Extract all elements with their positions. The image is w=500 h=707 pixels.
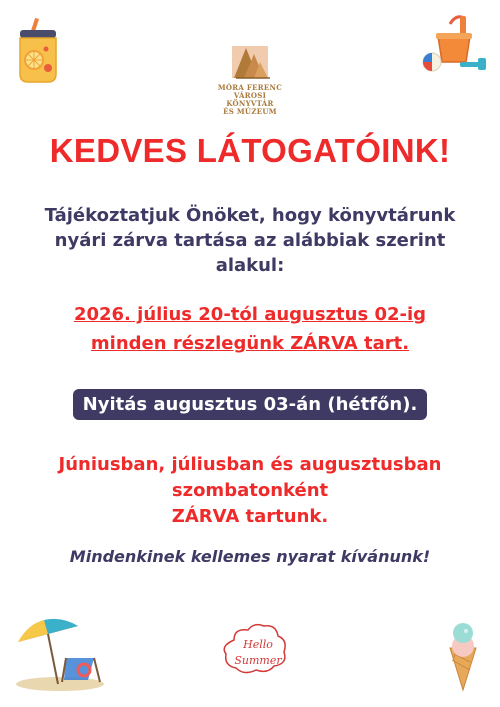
saturday-line1: Júniusban, júliusban és augusztusban xyxy=(58,454,442,475)
summer-text: Summer xyxy=(234,654,282,667)
beach-umbrella-icon xyxy=(14,608,106,692)
library-logo-icon xyxy=(228,40,272,84)
saturday-line3: ZÁRVA tartunk. xyxy=(171,506,329,527)
closure-line2: minden részlegünk ZÁRVA tart. xyxy=(90,333,410,354)
logo-text-line2: VÁROSI KÖNYVTÁR xyxy=(226,91,274,108)
saturday-line2: szombatonként xyxy=(171,480,329,501)
intro-line1: Tájékoztatjuk Önöket, hogy könyvtárunk xyxy=(44,205,456,226)
headline: KEDVES LÁTOGATÓINK! xyxy=(49,132,451,169)
library-logo xyxy=(210,40,290,130)
ice-cream-icon xyxy=(440,620,486,692)
sand-bucket-icon xyxy=(420,14,486,74)
hello-summer-badge xyxy=(222,622,294,678)
intro-line3: alakul: xyxy=(215,255,285,276)
summer-wishes: Mindenkinek kellemes nyarat kívánunk! xyxy=(69,547,431,566)
lemonade-jar-icon xyxy=(10,16,66,84)
intro-paragraph xyxy=(40,203,460,278)
closure-line1: 2026. július 20-tól augusztus 02-ig xyxy=(73,304,427,325)
logo-text-line1: MÓRA FERENC xyxy=(217,83,283,92)
opening-badge: Nyitás augusztus 03-án (hétfőn). xyxy=(73,389,428,420)
opening-badge-wrapper xyxy=(0,389,500,420)
logo-text-line3: ÉS MÚZEUM xyxy=(223,107,277,116)
intro-line2: nyári zárva tartása az alábbiak szerint xyxy=(54,230,446,251)
hello-text: Hello xyxy=(243,638,273,651)
saturday-notice xyxy=(40,452,460,530)
closure-notice xyxy=(40,300,460,358)
